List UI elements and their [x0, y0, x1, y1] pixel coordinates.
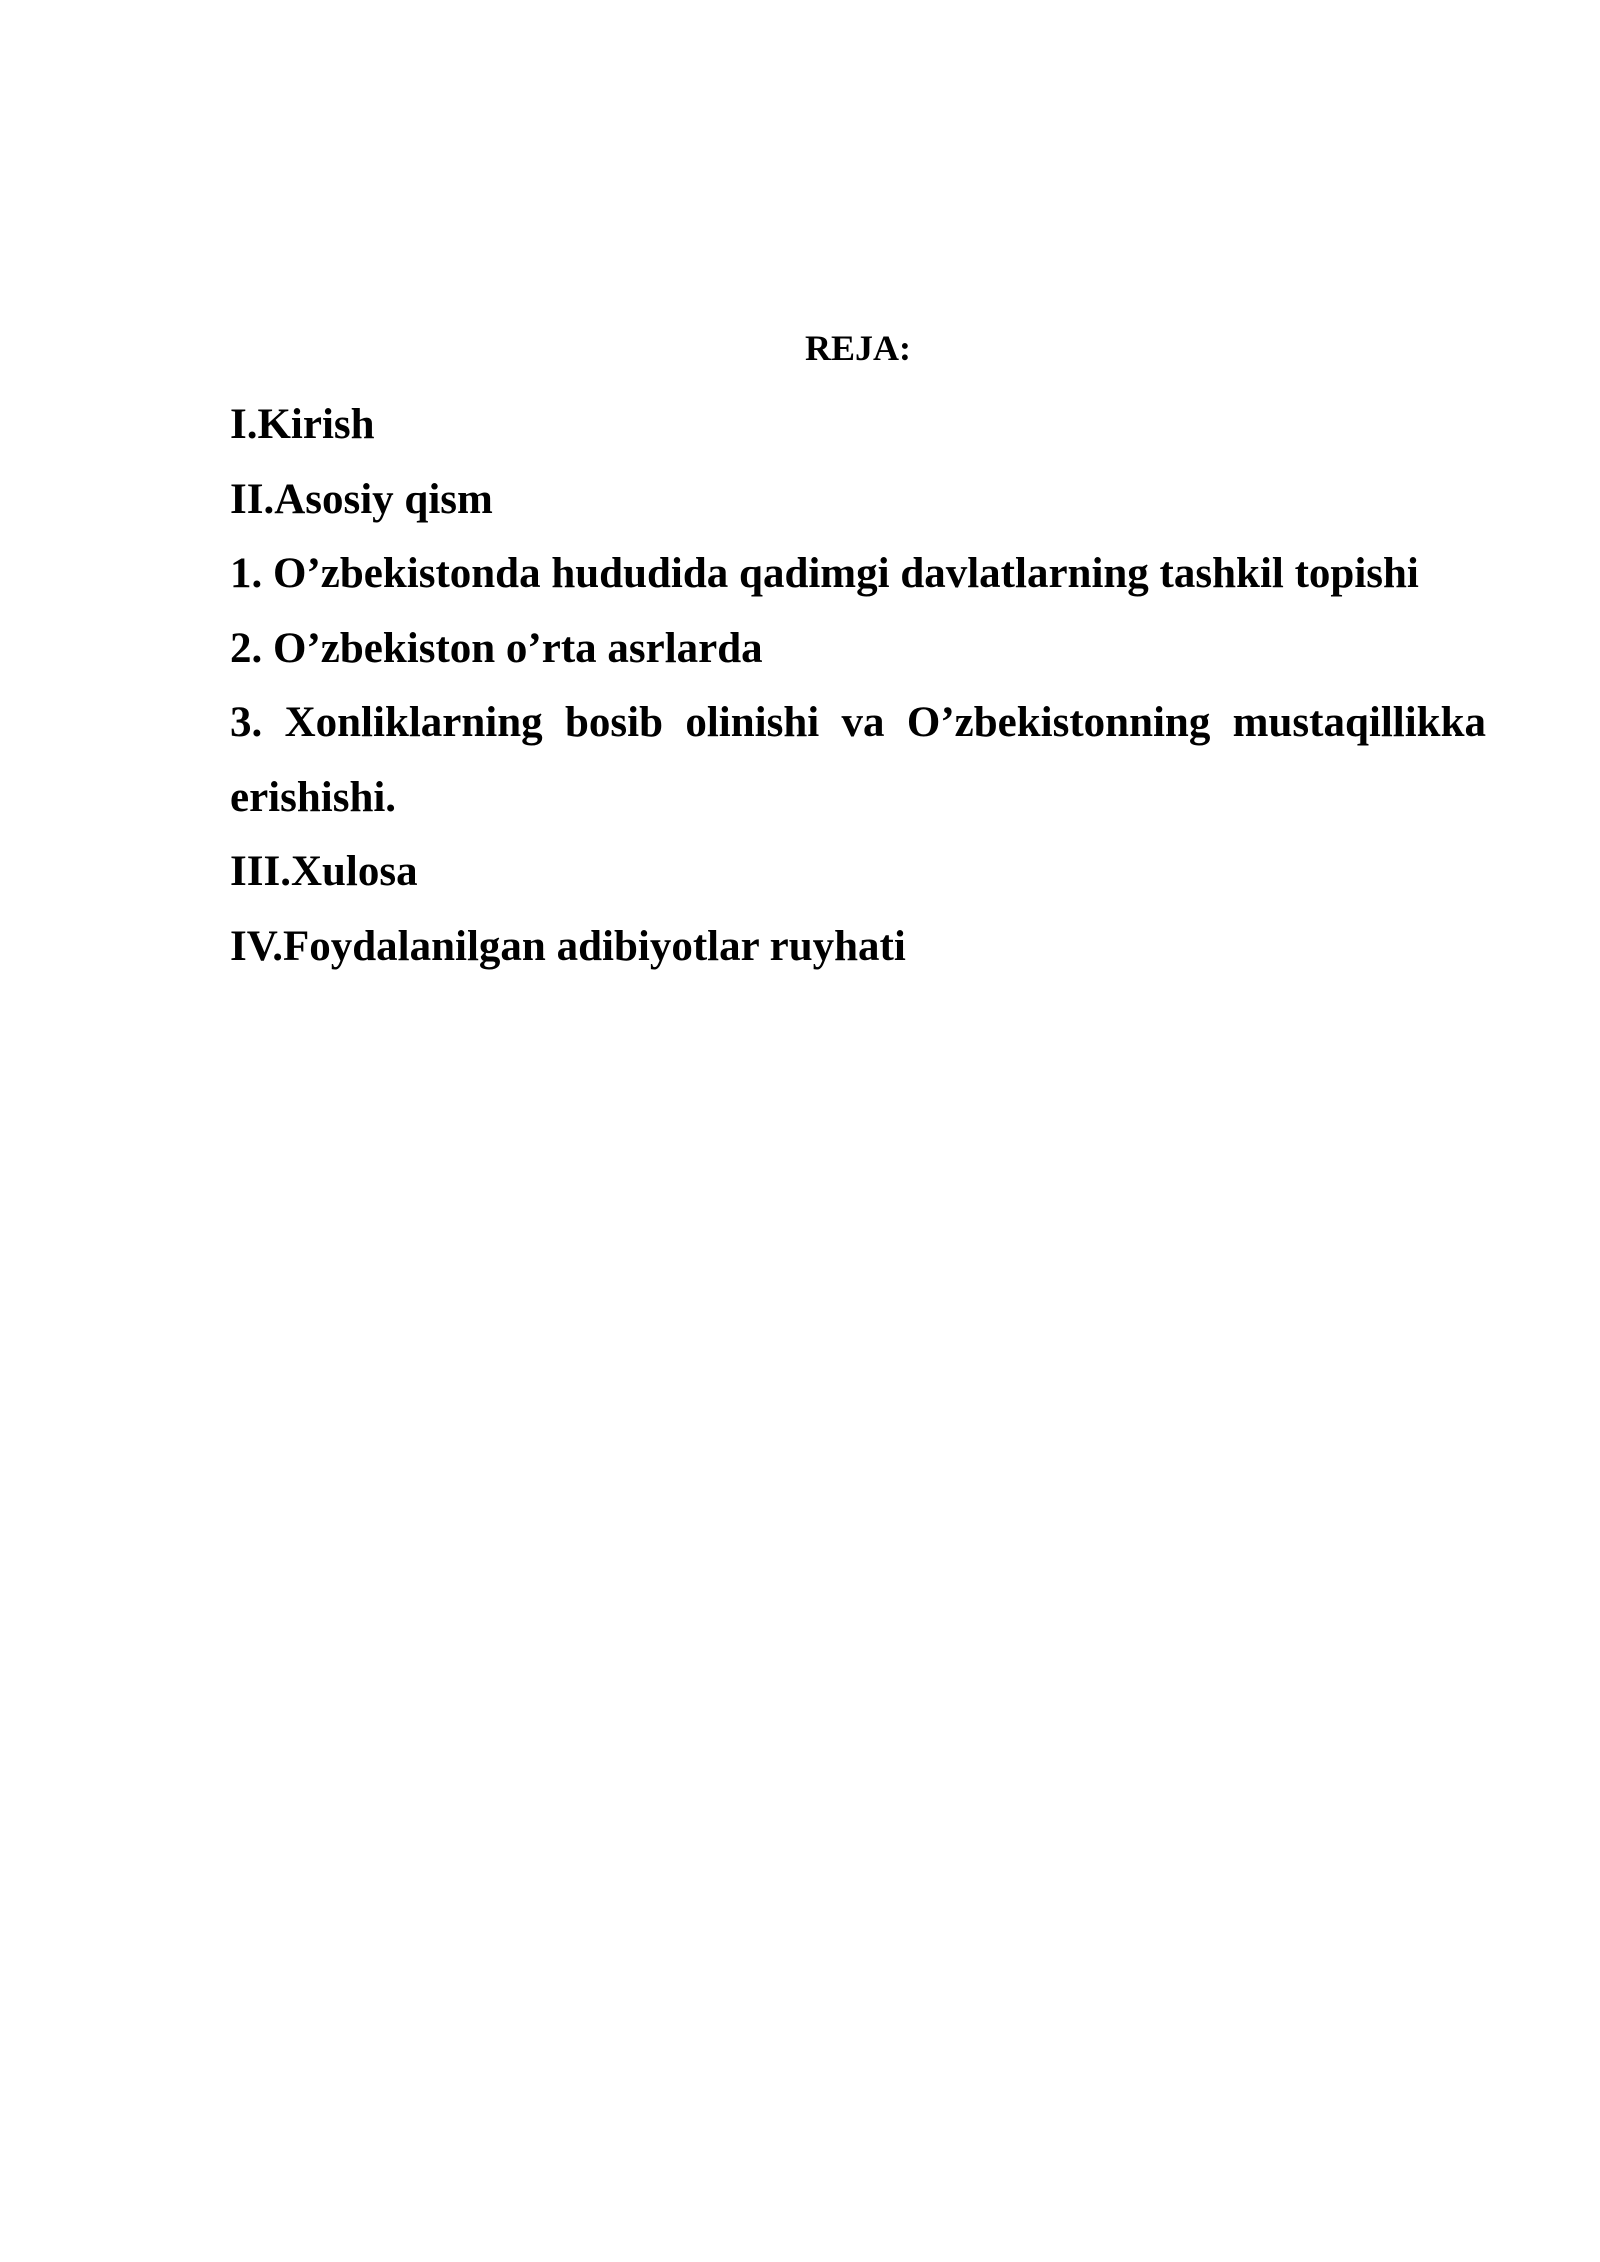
plan-item-main-part: II.Asosiy qism — [230, 475, 493, 523]
plan-section — [230, 322, 1486, 984]
plan-item-introduction: I.Kirish — [230, 401, 375, 448]
plan-item-conclusion: III.Xulosa — [230, 848, 418, 895]
plan-title: REJA: — [805, 328, 911, 368]
plan-item-references: IV.Foydalanilgan adibiyotlar ruyhati — [230, 922, 906, 970]
plan-item-ancient-states: 1. O’zbekistonda hududida qadimgi davlatlarning tashkil topishi — [230, 550, 1419, 597]
plan-item-khanates-independence: 3. Xonliklarning bosib olinishi va O’zbekistonning mustaqillikka erishishi. — [230, 699, 1486, 821]
plan-item-middle-ages: 2. O’zbekiston o’rta asrlarda — [230, 624, 763, 672]
plan-list — [230, 388, 1486, 984]
